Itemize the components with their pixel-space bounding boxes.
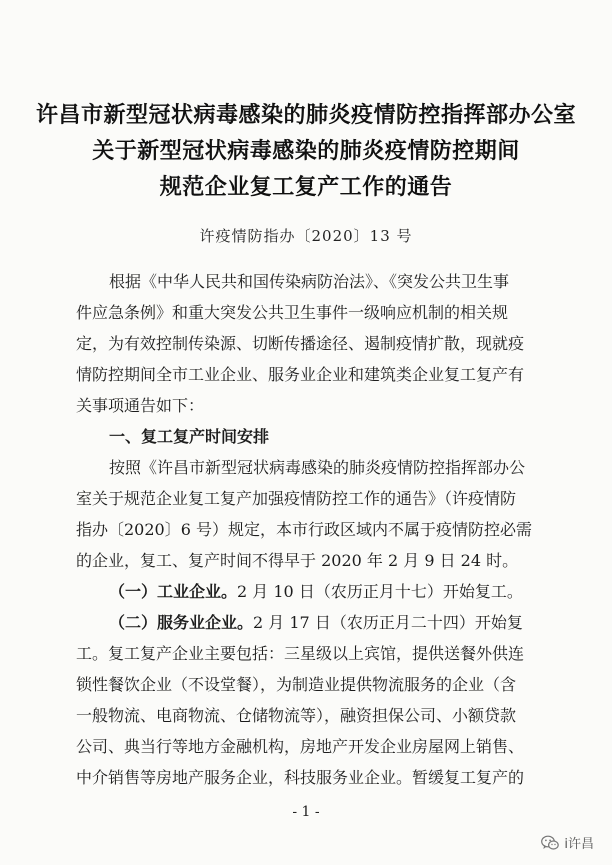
watermark-text: i许昌 bbox=[564, 837, 594, 852]
paragraph-2-line-4: 的企业，复工、复产时间不得早于 2020 年 2 月 9 日 24 时。 bbox=[76, 551, 519, 570]
paragraph-1-line-4: 情防控期间全市工业企业、服务业企业和建筑类企业复工复产有 bbox=[76, 365, 525, 384]
document-title-line-2: 关于新型冠状病毒感染的肺炎疫情防控期间 bbox=[92, 138, 520, 164]
paragraph-3-line-3: 一般物流、电商物流、仓储物流等），融资担保公司、小额贷款 bbox=[76, 706, 517, 725]
paragraph-1-line-1: 根据《中华人民共和国传染病防治法》、《突发公共卫生事 bbox=[109, 272, 510, 291]
document-title-line-1: 许昌市新型冠状病毒感染的肺炎疫情防控指挥部办公室 bbox=[35, 102, 576, 128]
paragraph-2-line-2: 室关于规范企业复工复产加强疫情防控工作的通告》（许疫情防 bbox=[76, 489, 517, 508]
subsection-2 bbox=[109, 613, 523, 633]
watermark bbox=[541, 833, 594, 852]
subsection-1-label: （一）工业企业。 bbox=[109, 582, 238, 601]
paragraph-3-line-2: 锁性餐饮企业（不设堂餐），为制造业提供物流服务的企业（含 bbox=[76, 675, 517, 694]
paragraph-1-line-3: 定，为有效控制传染源、切断传播途径、遏制疫情扩散，现就疫 bbox=[76, 334, 525, 353]
subsection-1-text: 2 月 10 日（农历正月十七）开始复工。 bbox=[237, 582, 523, 601]
paragraph-1-line-2: 件应急条例》和重大突发公共卫生事件一级响应机制的相关规 bbox=[76, 303, 509, 322]
paragraph-3-line-4: 公司、典当行等地方金融机构，房地产开发企业房屋网上销售、 bbox=[76, 737, 525, 756]
paragraph-2-line-3: 指办〔2020〕6 号）规定，本市行政区域内不属于疫情防控必需 bbox=[76, 520, 532, 539]
paragraph-3-line-1: 工。复工复产企业主要包括：三星级以上宾馆，提供送餐外供连 bbox=[76, 644, 525, 663]
paragraph-3-line-5: 中介销售等房地产服务企业，科技服务业企业。暂缓复工复产的 bbox=[76, 768, 525, 787]
subsection-2-label: （二）服务业企业。 bbox=[109, 613, 254, 632]
page-number: - 1 - bbox=[292, 804, 320, 820]
subsection-2-text: 2 月 17 日（农历正月二十四）开始复 bbox=[253, 613, 523, 632]
section-heading-1: 一、复工复产时间安排 bbox=[109, 427, 270, 446]
wechat-icon bbox=[541, 835, 559, 851]
paragraph-2-line-1: 按照《许昌市新型冠状病毒感染的肺炎疫情防控指挥部办公 bbox=[109, 458, 526, 477]
paragraph-1-line-5: 关事项通告如下： bbox=[76, 396, 205, 415]
document-title-line-3: 规范企业复工复产工作的通告 bbox=[159, 174, 453, 200]
document-number: 许疫情防指办〔2020〕13 号 bbox=[199, 227, 413, 245]
subsection-1 bbox=[109, 582, 523, 602]
